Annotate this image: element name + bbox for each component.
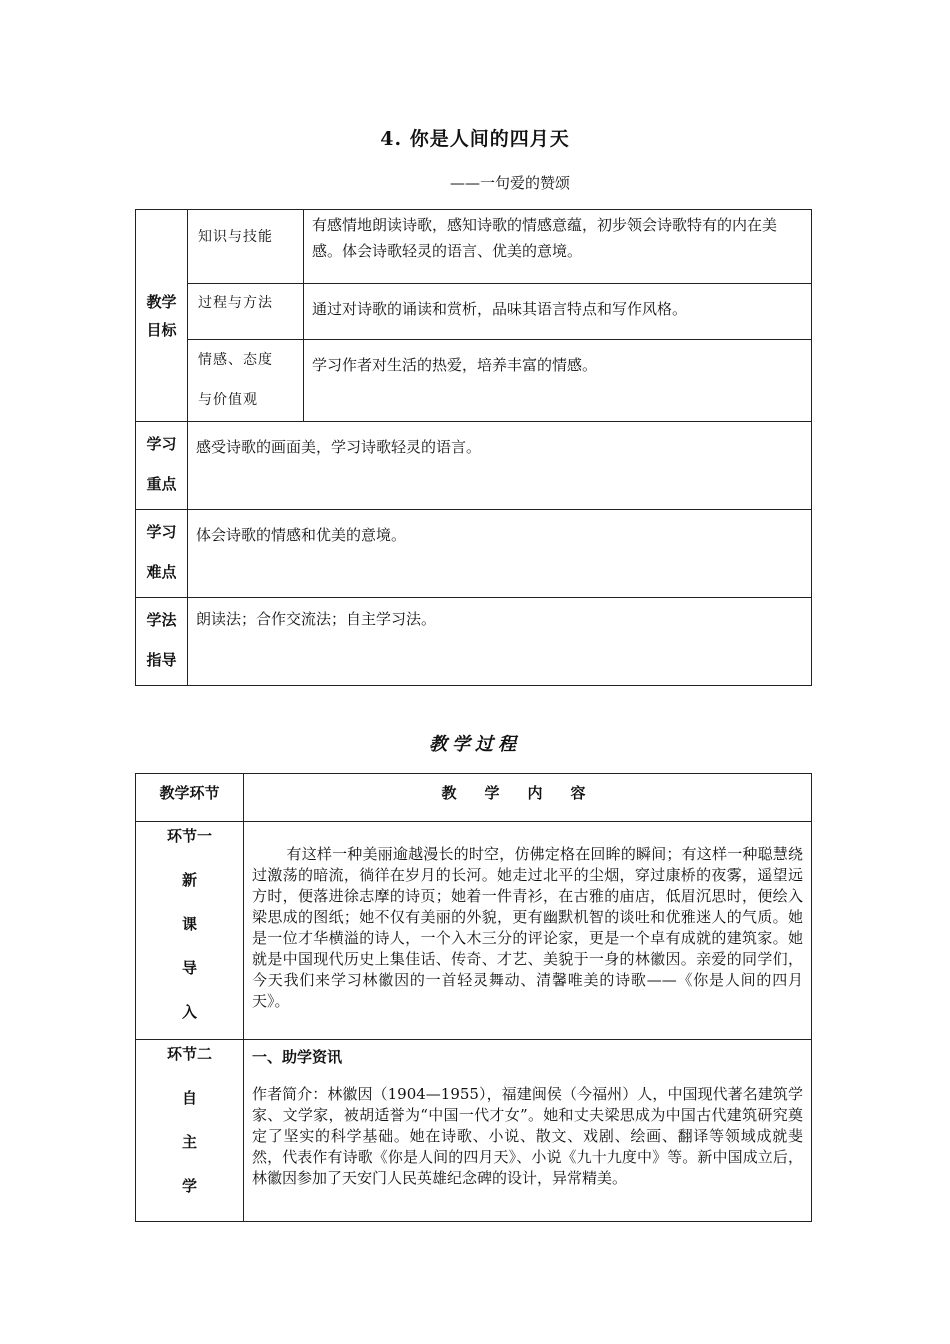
objectives-table: [135, 209, 812, 686]
method-content: 朗读法；合作交流法；自主学习法。: [188, 598, 812, 686]
focus-content: 感受诗歌的画面美，学习诗歌轻灵的语言。: [188, 422, 812, 510]
stage1-label-cell: [136, 822, 244, 1040]
category-emotion-line1: 情感、态度: [198, 352, 273, 368]
stage1-content: [244, 822, 812, 1040]
document-subtitle: ——一句爱的赞颂: [450, 174, 571, 192]
objectives-label: [136, 210, 188, 422]
stage1-char: 导: [181, 959, 197, 977]
focus-label: [136, 422, 188, 510]
process-section-title: 教学过程: [429, 734, 521, 755]
process-table: [135, 773, 812, 1222]
content-process: 通过对诗歌的诵读和赏析，品味其语言特点和写作风格。: [304, 284, 812, 340]
content-emotion: 学习作者对生活的热爱，培养丰富的情感。: [304, 340, 812, 422]
category-emotion-line2: 与价值观: [198, 392, 258, 408]
difficulty-label: [136, 510, 188, 598]
method-label-line1: 学法: [146, 611, 177, 629]
stage1-paragraph: 有这样一种美丽逾越漫长的时空，仿佛定格在回眸的瞬间；有这样一种聪慧绕过激荡的暗流，徜徉在岁月的长河。她走过北平的尘烟，穿过康桥的夜雾，遥望远方时，便落进徐志摩的诗页；她着一件青衫，在古雅的庙店，低眉沉思时，便绘入梁思成的图纸；她不仅有美丽的外貌，更有幽默机智的谈吐和优雅迷人的气质。她是一位才华横溢的诗人，一个入木三分的评论家，更是一个卓有成就的建筑家。她就是中国现代历史上集佳话、传奇、才艺、美貌于一身的林徽因。亲爱的同学们，今天我们来学习林徽因的一首轻灵舞动、清馨唯美的诗歌——《你是人间的四月天》。: [252, 845, 803, 1010]
method-label: [136, 598, 188, 686]
stage2-heading: 一、助学资讯: [252, 1048, 343, 1066]
focus-label-line2: 重点: [146, 475, 177, 493]
focus-label-line1: 学习: [146, 435, 177, 453]
header-content-text: 教学内容: [441, 784, 614, 802]
header-content: [244, 774, 812, 822]
stage2-label: 环节二: [166, 1045, 212, 1063]
objectives-label-line1: 教学: [146, 292, 177, 311]
category-emotion: [188, 340, 304, 422]
difficulty-label-line2: 难点: [146, 563, 177, 581]
stage2-char: 学: [181, 1177, 197, 1195]
stage2-char: 主: [181, 1133, 197, 1151]
stage1-label: 环节一: [166, 827, 212, 845]
difficulty-content: 体会诗歌的情感和优美的意境。: [188, 510, 812, 598]
stage1-char: 入: [181, 1003, 197, 1021]
difficulty-label-line1: 学习: [146, 523, 177, 541]
document-title: 4. 你是人间的四月天: [380, 128, 570, 150]
stage2-char: 自: [181, 1089, 197, 1107]
objectives-label-line2: 目标: [146, 320, 177, 339]
content-knowledge: 有感情地朗读诗歌，感知诗歌的情感意蕴，初步领会诗歌特有的内在美感。体会诗歌轻灵的语言、优美的意境。: [304, 210, 812, 284]
stage2-paragraph: 作者简介：林徽因（1904—1955），福建闽侯（今福州）人，中国现代著名建筑学家、文学家，被胡适誉为“中国一代才女”。她和丈夫梁思成为中国古代建筑研究奠定了坚实的科学基础。她在诗歌、小说、散文、戏剧、绘画、翻译等领域成就斐然，代表作有诗歌《你是人间的四月天》、小说《九十九度中》等。新中国成立后，林徽因参加了天安门人民英雄纪念碑的设计，异常精美。: [252, 1085, 803, 1187]
category-knowledge: 知识与技能: [188, 210, 304, 284]
stage1-char: 课: [181, 915, 197, 933]
category-process: 过程与方法: [188, 284, 304, 340]
stage2-label-cell: [136, 1040, 244, 1222]
method-label-line2: 指导: [146, 651, 177, 669]
stage2-content: [244, 1040, 812, 1222]
header-stage: 教学环节: [136, 774, 244, 822]
stage1-char: 新: [181, 871, 197, 889]
